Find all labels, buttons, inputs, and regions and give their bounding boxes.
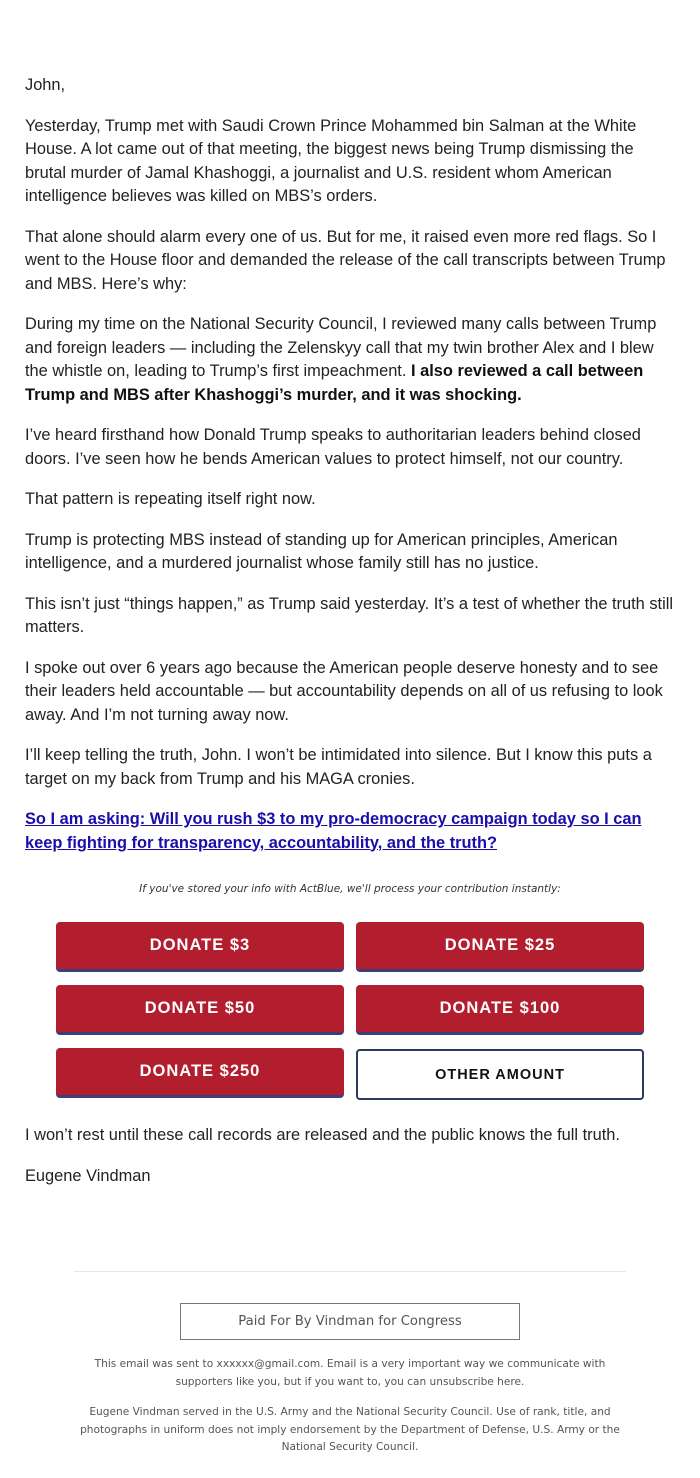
paragraph-4: I’ve heard firsthand how Donald Trump speaks to authoritarian leaders behind closed doors. I’ve seen how he bends American values to protect himself, not our country. — [25, 426, 641, 468]
paragraph-3-text: During my time on the National Security Council, I reviewed many calls between Trump and foreign leaders — including the Zelenskyy call that my twin brother Alex and I blew the whistle on, leading to Trump’s first impeachment. — [25, 315, 657, 380]
closing-line: I won’t rest until these call records are released and the public knows the full truth. — [25, 1126, 620, 1144]
paragraph-3-bold: I also reviewed a call between Trump and MBS after Khashoggi’s murder, and it was shocking. — [25, 362, 644, 404]
footer-divider — [74, 1271, 626, 1272]
paragraph-6: Trump is protecting MBS instead of standing up for American principles, American intelligence, and a murdered journalist whose family still has no justice. — [25, 530, 618, 572]
paid-for-box: Paid For By Vindman for Congress — [180, 1303, 520, 1340]
paragraph-7: This isn’t just “things happen,” as Trump said yesterday. It’s a test of whether the truth still matters. — [25, 594, 674, 636]
other-amount-button[interactable]: OTHER AMOUNT — [356, 1049, 644, 1100]
donate-100-button[interactable]: DONATE $100 — [356, 985, 644, 1035]
paragraph-8: I spoke out over 6 years ago because the American people deserve honesty and to see their leaders held accountable — but accountability depends on all of us refusing to look away. And I’m not turning away now. — [25, 658, 663, 724]
donate-cta-link[interactable]: So I am asking: Will you rush $3 to my pro-democracy campaign today so I can keep fighting for transparency, accountability, and the truth? — [25, 810, 642, 852]
donate-50-button[interactable]: DONATE $50 — [56, 985, 344, 1035]
donate-25-button[interactable]: DONATE $25 — [356, 922, 644, 972]
signature: Eugene Vindman — [25, 1166, 151, 1185]
donate-3-button[interactable]: DONATE $3 — [56, 922, 344, 972]
paragraph-2: That alone should alarm every one of us. But for me, it raised even more red flags. So I went to the House floor and demanded the release of the call transcripts between Trump and MBS. Here’s why: — [25, 227, 666, 293]
paragraph-9: I’ll keep telling the truth, John. I won’t be intimidated into silence. But I know this puts a target on my back from Trump and his MAGA cronies. — [25, 746, 652, 788]
email-body — [25, 74, 675, 855]
actblue-note: If you've stored your info with ActBlue, we'll process your contribution instantly: — [139, 883, 561, 895]
donate-250-button[interactable]: DONATE $250 — [56, 1048, 344, 1098]
closing-section — [25, 1124, 675, 1205]
paragraph-1: Yesterday, Trump met with Saudi Crown Prince Mohammed bin Salman at the White House. A lot came out of that meeting, the biggest news being Trump dismissing the brutal murder of Jamal Khashoggi, a journalist and U.S. resident whom American intelligence believes was killed on MBS’s orders. — [25, 116, 637, 205]
sent-to-notice: This email was sent to xxxxxx@gmail.com. Email is a very important way we communicate with supporters like you, but if you want to, you can unsubscribe here. — [94, 1358, 606, 1388]
paragraph-3 — [25, 313, 675, 407]
greeting: John, — [25, 76, 66, 94]
disclaimer: Eugene Vindman served in the U.S. Army and the National Security Council. Use of rank, title, and photographs in uniform does not imply endorsement by the Department of Defense, U.S. Army or the National Security Council. — [80, 1406, 620, 1453]
paragraph-5: That pattern is repeating itself right now. — [25, 490, 316, 508]
